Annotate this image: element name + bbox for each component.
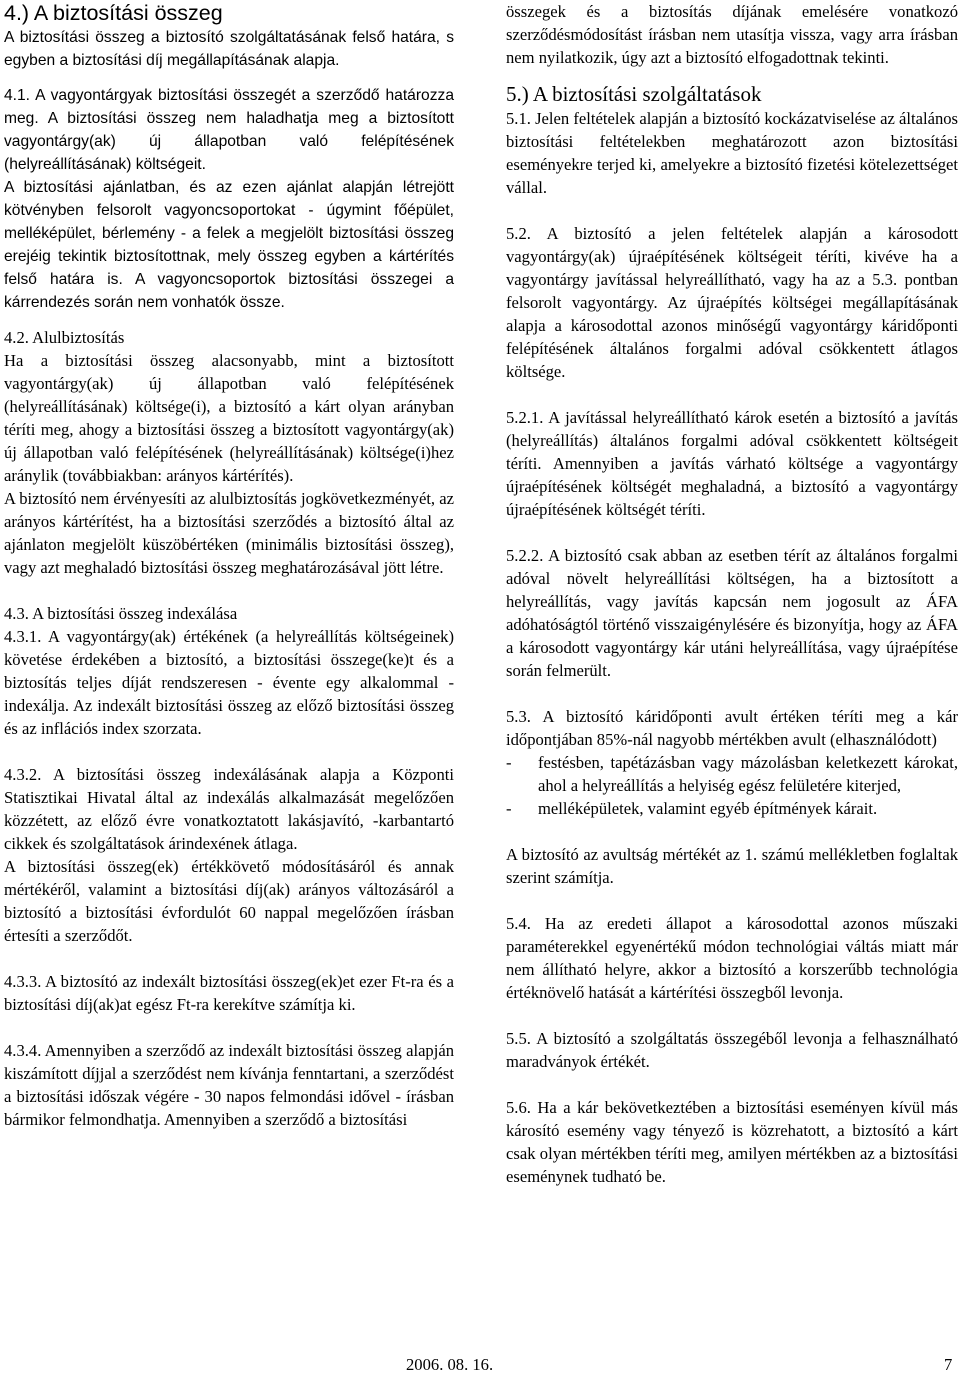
paragraph-continuation: összegek és a biztosítás díjának emelésére vonatkozó szerződésmódosítást írásban nem utasítja vissza, vagy arra írásban nem nyilatkozik, úgy azt a biztosító elfogadottnak tekinti. [506, 2, 958, 67]
paragraph-5-2-2: 5.2.2. A biztosító csak abban az esetben térít az általános forgalmi adóval növelt helyreállítási költségen, ha a biztosított a helyreállítás, vagy javítás kapcsán nem jogosult az ÁFA adóhatóságtól történő visszaigénylésére és bizonyítja, hogy az ÁFA a károsodott vagyontárgy kár utáni helyreállítása, vagy újraépítése során felmerült. [506, 546, 958, 680]
paragraph-4-3-1: 4.3.1. A vagyontárgy(ak) értékének (a helyreállítás költségeinek) követése érdekében a biztosító, a biztosítási összege(ke)t és a biztosítás teljes díját rendszeresen - évente egy alkalommal - indexálja. Az indexált biztosítási összeg az előző biztosítási összeg és az inflációs index szorzata. [4, 627, 454, 738]
subheading-4-3: 4.3. A biztosítási összeg indexálása [4, 604, 238, 623]
paragraph-4-3-2-a: 4.3.2. A biztosítási összeg indexálásának alapja a Központi Statisztikai Hivatal által az indexálás alkalmazását megelőzően közzétett, az előző évre vonatkoztatott lakásjavító, -karbantartó cikkek és szolgáltatások árindexének átlaga. [4, 765, 454, 853]
list-item [506, 751, 958, 797]
page-number: 7 [944, 1355, 953, 1374]
paragraph-4-3-4: 4.3.4. Amennyiben a szerződő az indexált biztosítási összeg alapján kiszámított díjjal a szerződést nem kívánja fenntartani, a szerződést a biztosítási időszak végére - 30 napos felmondási idővel - írásban bármikor felmondhatja. Amennyiben a szerződő a biztosítási [4, 1041, 454, 1129]
list-item-text: melléképületek, valamint egyéb építmények kárait. [538, 799, 878, 818]
footer-date: 2006. 08. 16. [406, 1355, 494, 1374]
paragraph-5-2: 5.2. A biztosító a jelen feltételek alapján a károsodott vagyontárgy(ak) újraépítésének költségeit téríti, kivéve ha a vagyontárgy javítással helyreállítható, vagy ha az a 5.3. pontban felsorolt vagyontárgy. Az újraépítés költségei megállapításának alapja a károsodottal azonos minőségű vagyontárgy káridőponti felépítésének általános forgalmi adóval csökkentett átlagos költsége. [506, 224, 958, 381]
paragraph-5-4: 5.4. Ha az eredeti állapot a károsodottal azonos műszaki paraméterekkel egyenértékű módon technológiai váltás miatt már nem állítható helyre, akkor a biztosító a korszerűbb technológia értéknövelő hatását a kártérítési összegből levonja. [506, 914, 958, 1002]
paragraph-4-1-b: A biztosítási ajánlatban, és az ezen ajánlat alapján létrejött kötvényben felsorolt vagyoncsoportokat - úgymint főépület, melléképület, bérlemény - a felek a megjelölt biztosítási összeg erejéig tekintik biztosítottnak, mely összeg egyben a kártérítés felső határa is. A vagyoncsoportok biztosítási összegei a kárrendezés során nem vonhatók össze. [4, 179, 454, 311]
section-heading-5: 5.) A biztosítási szolgáltatások [506, 82, 762, 106]
paragraph-5-5: 5.5. A biztosító a szolgáltatás összegéből levonja a felhasználható maradványok értékét. [506, 1029, 958, 1071]
paragraph-5-6: 5.6. Ha a kár bekövetkeztében a biztosítási eseményen kívül más károsító esemény vagy tényező is közrehatott, a biztosító a kárt csak olyan mértékben téríti meg, amilyen mértékben az a biztosítási eseménynek tudható be. [506, 1098, 958, 1186]
paragraph-4-3-3: 4.3.3. A biztosító az indexált biztosítási összeg(ek)et ezer Ft-ra és a biztosítási díj(ak)at egész Ft-ra kerekítve számítja ki. [4, 972, 454, 1014]
paragraph-4-1-a: 4.1. A vagyontárgyak biztosítási összegét a szerződő határozza meg. A biztosítási összeg nem haladhatja meg a biztosított vagyontárgy(ak) új állapotban való felépítésének (helyreállításának) költségeit. [4, 87, 454, 173]
list-dash: - [506, 753, 512, 772]
paragraph-5-1: 5.1. Jelen feltételek alapján a biztosító kockázatviselése az általános biztosítási feltételekben meghatározott azon biztosítási eseményekre terjed ki, amelyekre a biztosító fizetési kötelezettséget vállal. [506, 109, 958, 197]
paragraph-5-3-b: A biztosító az avultság mértékét az 1. számú mellékletben foglaltak szerint számítja. [506, 845, 958, 887]
paragraph-5-2-1: 5.2.1. A javítással helyreállítható károk esetén a biztosító a javítás (helyreállítás) általános forgalmi adóval csökkentett költségeit téríti. Amennyiben a javítás várható költsége a vagyontárgy újraépítésének költségét meghaladná, a biztosító a vagyontárgy újraépítésének költségét téríti. [506, 408, 958, 519]
paragraph-4-intro: A biztosítási összeg a biztosító szolgáltatásának felső határa, s egyben a biztosítási díj megállapításának alapja. [4, 29, 454, 69]
list-item [506, 797, 958, 820]
subheading-4-2: 4.2. Alulbiztosítás [4, 328, 125, 347]
list-item-text: festésben, tapétázásban vagy mázolásban keletkezett károkat, ahol a helyreállítás a helyiség egész felületére kiterjed, [538, 753, 958, 795]
left-column [4, 0, 454, 1131]
paragraph-5-3: 5.3. A biztosító káridőponti avult értéken téríti meg a kár időpontjában 85%-nál nagyobb mértékben avult (elhasználódott) [506, 707, 958, 749]
list-dash: - [506, 799, 512, 818]
paragraph-4-2-b: A biztosító nem érvényesíti az alulbiztosítás jogkövetkezményét, az arányos kártérítést, ha a biztosítási szerződés a biztosító által az ajánlaton megjelölt küszöbértéken (minimális biztosítási összeg), vagy azt meghaladó biztosítási összeg meghatározásával jött létre. [4, 489, 454, 577]
right-column [506, 0, 958, 1188]
paragraph-4-3-2-b: A biztosítási összeg(ek) értékkövető módosításáról és annak mértékéről, valamint a biztosítási díj(ak) arányos változásáról a biztosító a biztosítási évfordulót 60 nappal megelőzően írásban értesíti a szerződőt. [4, 857, 454, 945]
list-5-3 [506, 751, 958, 820]
section-heading-4: 4.) A biztosítási összeg [4, 1, 223, 25]
paragraph-4-2-a: Ha a biztosítási összeg alacsonyabb, mint a biztosított vagyontárgy(ak) új állapotban való felépítésének (helyreállításának) költsége(i), a biztosító a kárt olyan arányban téríti meg, ahogy a biztosítási összeg a biztosított vagyontárgy(ak) új állapotban való felépítésének (helyreállításának) költsége(i)hez aránylik (továbbiakban: arányos kártérítés). [4, 351, 454, 485]
